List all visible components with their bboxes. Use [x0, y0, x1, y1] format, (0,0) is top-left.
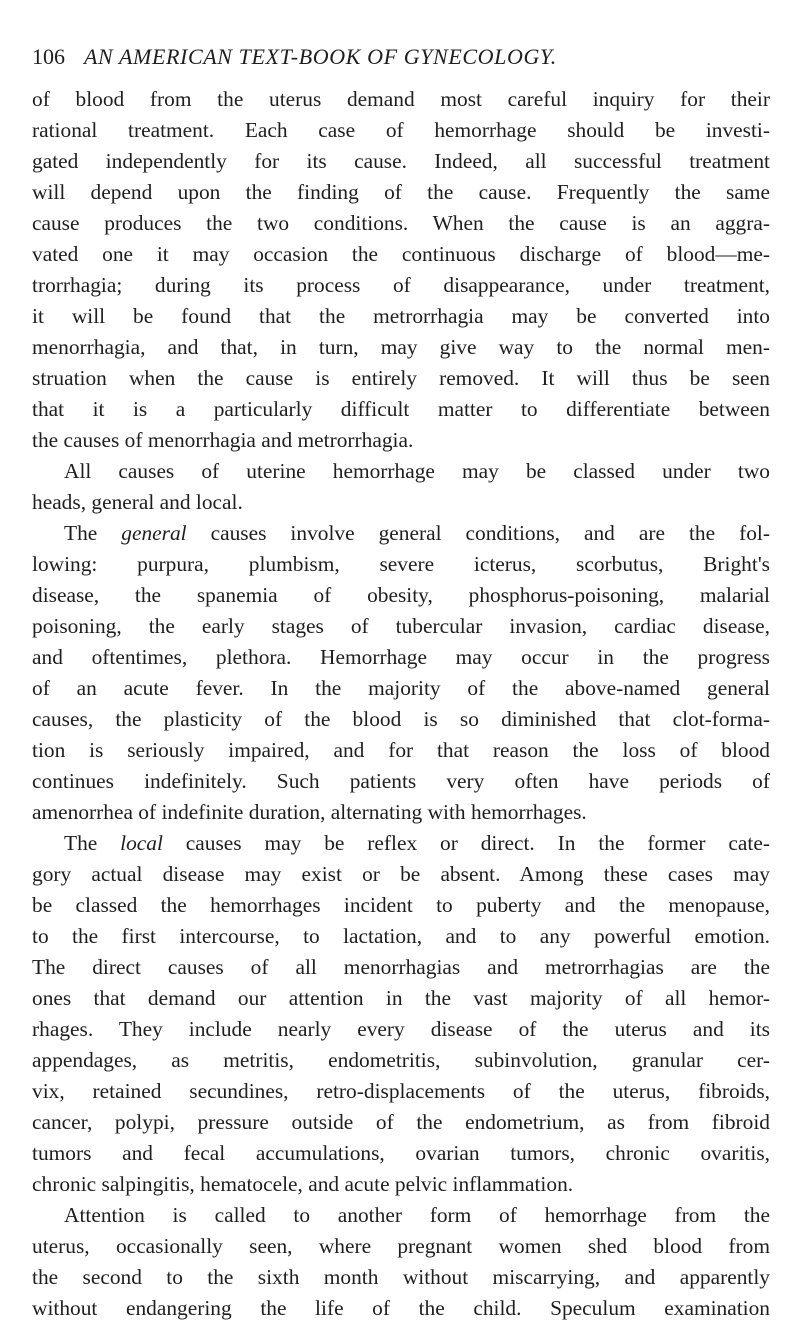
- text-line: chronic salpingitis, hematocele, and acute pelvic inflammation.: [32, 1172, 574, 1196]
- text-line: tion is seriously impaired, and for that reason the loss of blood: [32, 738, 770, 762]
- text-line: be classed the hemorrhages incident to puberty and the menopause,: [32, 893, 770, 917]
- page-number: 106: [32, 44, 65, 69]
- text-line: gory actual disease may exist or be absent. Among these cases may: [32, 862, 770, 886]
- text-line: rational treatment. Each case of hemorrhage should be investi-: [32, 118, 770, 142]
- text-line: and oftentimes, plethora. Hemorrhage may occur in the progress: [32, 645, 770, 669]
- text-line: the second to the sixth month without miscarrying, and apparently: [32, 1265, 770, 1289]
- text-line: [32, 518, 770, 549]
- text-line: struation when the cause is entirely removed. It will thus be seen: [32, 366, 770, 390]
- text-line: ones that demand our attention in the vast majority of all hemor-: [32, 986, 770, 1010]
- text-line: The direct causes of all menorrhagias and metrorrhagias are the: [32, 955, 770, 979]
- text-line: gated independently for its cause. Indeed, all successful treatment: [32, 149, 770, 173]
- text-line: will depend upon the finding of the cause. Frequently the same: [32, 180, 770, 204]
- text-line: vated one it may occasion the continuous discharge of blood—me-: [32, 242, 770, 266]
- text-line: tumors and fecal accumulations, ovarian tumors, chronic ovaritis,: [32, 1141, 770, 1165]
- text-run: The: [64, 521, 122, 545]
- body-text: [32, 84, 770, 1324]
- text-line: causes, the plasticity of the blood is so diminished that clot-forma-: [32, 707, 770, 731]
- text-line: it will be found that the metrorrhagia may be converted into: [32, 304, 770, 328]
- text-line: trorrhagia; during its process of disappearance, under treatment,: [32, 273, 770, 297]
- text-line: Attention is called to another form of hemorrhage from the: [64, 1203, 770, 1227]
- text-line: uterus, occasionally seen, where pregnant women shed blood from: [32, 1234, 770, 1258]
- text-line: without endangering the life of the child. Speculum examination: [32, 1296, 770, 1320]
- text-line: heads, general and local.: [32, 490, 243, 514]
- text-line: menorrhagia, and that, in turn, may give way to the normal men-: [32, 335, 770, 359]
- text-line: poisoning, the early stages of tubercular invasion, cardiac disease,: [32, 614, 770, 638]
- text-line: continues indefinitely. Such patients very often have periods of: [32, 769, 770, 793]
- running-title: AN AMERICAN TEXT-BOOK OF GYNECOLOGY.: [84, 44, 557, 69]
- emphasis-local: local: [120, 831, 163, 855]
- text-line: disease, the spanemia of obesity, phosphorus-poisoning, malarial: [32, 583, 770, 607]
- text-line: amenorrhea of indefinite duration, alternating with hemorrhages.: [32, 800, 587, 824]
- text-line: of an acute fever. In the majority of the above-named general: [32, 676, 770, 700]
- text-line: of blood from the uterus demand most careful inquiry for their: [32, 87, 770, 111]
- text-line: that it is a particularly difficult matter to differentiate between: [32, 397, 770, 421]
- text-run: causes involve general conditions, and are the fol-: [186, 521, 770, 545]
- text-line: to the first intercourse, to lactation, and to any powerful emotion.: [32, 924, 770, 948]
- emphasis-general: general: [121, 521, 187, 545]
- text-line: lowing: purpura, plumbism, severe icterus, scorbutus, Bright's: [32, 552, 770, 576]
- text-line: All causes of uterine hemorrhage may be classed under two: [64, 459, 770, 483]
- text-line: rhages. They include nearly every disease of the uterus and its: [32, 1017, 770, 1041]
- text-line: appendages, as metritis, endometritis, subinvolution, granular cer-: [32, 1048, 770, 1072]
- text-run: causes may be reflex or direct. In the former cate-: [162, 831, 770, 855]
- text-line: the causes of menorrhagia and metrorrhagia.: [32, 428, 414, 452]
- text-line: cause produces the two conditions. When the cause is an aggra-: [32, 211, 770, 235]
- running-head: [32, 40, 772, 74]
- text-line: [32, 828, 770, 859]
- text-line: vix, retained secundines, retro-displacements of the uterus, fibroids,: [32, 1079, 770, 1103]
- text-run: The: [64, 831, 121, 855]
- text-line: cancer, polypi, pressure outside of the endometrium, as from fibroid: [32, 1110, 770, 1134]
